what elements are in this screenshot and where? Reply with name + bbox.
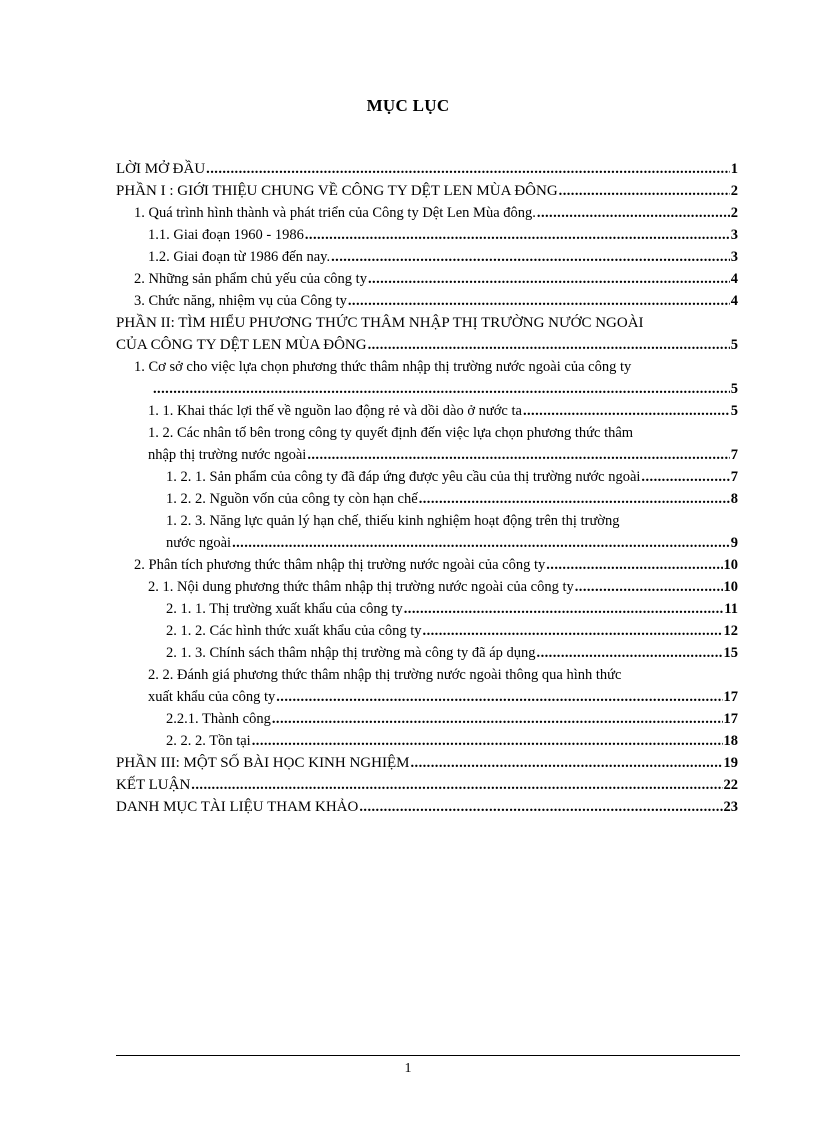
toc-page-number: 9 <box>730 535 738 551</box>
toc-page-number: 10 <box>723 557 738 573</box>
toc-entry-ket-luan[interactable] <box>116 774 738 796</box>
toc-entry-text-line2: xuất khẩu của công ty <box>148 689 276 705</box>
dot-leader <box>276 686 722 708</box>
toc-entry-2[interactable] <box>116 268 738 290</box>
toc-page-number: 1 <box>730 161 738 177</box>
dot-leader <box>537 642 723 664</box>
toc-page-number: 4 <box>730 271 738 287</box>
dot-leader <box>331 246 730 268</box>
toc-entry-text: 2. 2. 2. Tồn tại <box>166 733 251 749</box>
footer-divider <box>116 1055 740 1056</box>
toc-entry-text: DANH MỤC TÀI LIỆU THAM KHẢO <box>116 799 359 815</box>
toc-entry-text-line1: 1. 2. 3. Năng lực quản lý hạn chế, thiếu kinh nghiệm hoạt động trên thị trường <box>166 513 620 529</box>
toc-entry-text: 2. Phân tích phương thức thâm nhập thị trường nước ngoài của công ty <box>134 557 546 573</box>
toc-page-number: 5 <box>730 381 738 397</box>
dot-leader <box>575 576 723 598</box>
toc-entry-text: 1. 2. 2. Nguồn vốn của công ty còn hạn chế <box>166 491 418 507</box>
dot-leader <box>419 488 730 510</box>
dot-leader <box>404 598 724 620</box>
toc-entry-loi-mo-dau[interactable] <box>116 158 738 180</box>
toc-page-number: 23 <box>723 799 738 815</box>
toc-entry-text-line1: 1. Cơ sở cho việc lựa chọn phương thức thâm nhập thị trường nước ngoài của công ty <box>134 359 632 375</box>
dot-leader <box>523 400 730 422</box>
toc-entry-phan-2-2-1-1[interactable] <box>116 598 738 620</box>
toc-entry-text: 1. 1. Khai thác lợi thế về nguồn lao động rẻ và dồi dào ở nước ta <box>148 403 522 419</box>
toc-page-number: 2 <box>730 183 738 199</box>
toc-entry-3[interactable] <box>116 290 738 312</box>
dot-leader <box>348 290 730 312</box>
dot-leader <box>307 444 729 466</box>
toc-entry-text: 3. Chức năng, nhiệm vụ của Công ty <box>134 293 347 309</box>
toc-entry-text: 2. 1. 3. Chính sách thâm nhập thị trường mà công ty đã áp dụng <box>166 645 536 661</box>
toc-entry-text: KẾT LUẬN <box>116 777 191 793</box>
dot-leader <box>191 774 722 796</box>
dot-leader <box>252 730 723 752</box>
toc-page-number: 4 <box>730 293 738 309</box>
toc-entry-phan-2-2-2-2[interactable] <box>116 730 738 752</box>
toc-page-number: 11 <box>724 601 738 617</box>
dot-leader <box>359 796 722 818</box>
toc-entry-text-line1: PHẦN II: TÌM HIỂU PHƯƠNG THỨC THÂM NHẬP THỊ TRƯỜNG NƯỚC NGOÀI <box>116 315 644 331</box>
toc-entry-text: 2. 1. 1. Thị trường xuất khẩu của công ty <box>166 601 403 617</box>
toc-page-number: 3 <box>730 249 738 265</box>
dot-leader <box>368 334 730 356</box>
toc-entry-text: 1. 2. 1. Sản phẩm của công ty đã đáp ứng được yêu cầu của thị trường nước ngoài <box>166 469 641 485</box>
toc-entry-phan-2-1-2[interactable] <box>116 422 738 466</box>
dot-leader <box>546 554 722 576</box>
toc-page-number: 7 <box>730 447 738 463</box>
toc-entry-text: 1.1. Giai đoạn 1960 - 1986 <box>148 227 304 243</box>
dot-leader <box>423 620 723 642</box>
toc-page-number: 5 <box>730 403 738 419</box>
toc-page-number: 12 <box>723 623 738 639</box>
toc-page-number: 3 <box>730 227 738 243</box>
toc-entry-phan-2-1-2-2[interactable] <box>116 488 738 510</box>
dot-leader <box>232 532 730 554</box>
toc-page-number: 19 <box>723 755 738 771</box>
toc-entry-text-line1: 1. 2. Các nhân tố bên trong công ty quyết định đến việc lựa chọn phương thức thâm <box>148 425 634 441</box>
toc-entry-phan-2-2[interactable] <box>116 554 738 576</box>
toc-entry-text-line1: 2. 2. Đánh giá phương thức thâm nhập thị trường nước ngoài thông qua hình thức <box>148 667 622 683</box>
toc-entry-phan-2-1-2-1[interactable] <box>116 466 738 488</box>
toc-entry-text: 2. 1. 2. Các hình thức xuất khẩu của công ty <box>166 623 422 639</box>
toc-entry-phan-2-1-2-3[interactable] <box>116 510 738 554</box>
toc-entry-1-2[interactable] <box>116 246 738 268</box>
toc-page-number: 18 <box>723 733 738 749</box>
toc-entry-phan-2[interactable] <box>116 312 738 356</box>
dot-leader <box>305 224 730 246</box>
toc-page-number: 8 <box>730 491 738 507</box>
dot-leader <box>559 180 730 202</box>
dot-leader <box>537 202 730 224</box>
toc-entry-1[interactable] <box>116 202 738 224</box>
page-title: MỤC LỤC <box>366 96 450 115</box>
toc-page-number: 17 <box>723 711 738 727</box>
toc-entry-text: PHẦN I : GIỚI THIỆU CHUNG VỀ CÔNG TY DỆT LEN MÙA ĐÔNG <box>116 183 558 199</box>
footer-page-number: 1 <box>404 1061 412 1076</box>
toc-entry-phan-2-2-1-3[interactable] <box>116 642 738 664</box>
dot-leader <box>206 158 730 180</box>
toc-entry-text: 2. 1. Nội dung phương thức thâm nhập thị trường nước ngoài của công ty <box>148 579 574 595</box>
toc-entry-text: 2. Những sản phẩm chủ yếu của công ty <box>134 271 367 287</box>
toc-page-number: 15 <box>723 645 738 661</box>
toc-entry-phan-2-2-1-2[interactable] <box>116 620 738 642</box>
toc-page-number: 2 <box>730 205 738 221</box>
toc-entry-phan-2-2-2-1[interactable] <box>116 708 738 730</box>
toc-page-number: 7 <box>730 469 738 485</box>
table-of-contents <box>116 158 738 818</box>
toc-entry-phan-3[interactable] <box>116 752 738 774</box>
toc-entry-tai-lieu[interactable] <box>116 796 738 818</box>
toc-entry-text: 2.2.1. Thành công <box>166 711 271 727</box>
dot-leader <box>368 268 730 290</box>
toc-page-number: 17 <box>723 689 738 705</box>
dot-leader <box>153 378 730 400</box>
toc-entry-phan-2-1-1[interactable] <box>116 400 738 422</box>
toc-entry-text-line2: CỦA CÔNG TY DỆT LEN MÙA ĐÔNG <box>116 337 367 353</box>
dot-leader <box>410 752 722 774</box>
toc-entry-text: 1. Quá trình hình thành và phát triển của Công ty Dệt Len Mùa đông. <box>134 205 536 221</box>
toc-entry-text-line2: nhập thị trường nước ngoài <box>148 447 307 463</box>
toc-entry-phan-2-2-1[interactable] <box>116 576 738 598</box>
toc-entry-text: PHẦN III: MỘT SỐ BÀI HỌC KINH NGHIỆM <box>116 755 410 771</box>
toc-entry-phan-1[interactable] <box>116 180 738 202</box>
toc-entry-1-1[interactable] <box>116 224 738 246</box>
dot-leader <box>641 466 729 488</box>
toc-entry-text-line2: nước ngoài <box>166 535 232 551</box>
dot-leader <box>272 708 723 730</box>
toc-page-number: 22 <box>723 777 738 793</box>
toc-entry-phan-2-1[interactable] <box>116 356 738 400</box>
toc-entry-text: 1.2. Giai đoạn từ 1986 đến nay. <box>148 249 331 265</box>
toc-page-number: 5 <box>730 337 738 353</box>
toc-page-number: 10 <box>723 579 738 595</box>
toc-entry-text: LỜI MỞ ĐẦU <box>116 161 206 177</box>
toc-entry-phan-2-2-2[interactable] <box>116 664 738 708</box>
